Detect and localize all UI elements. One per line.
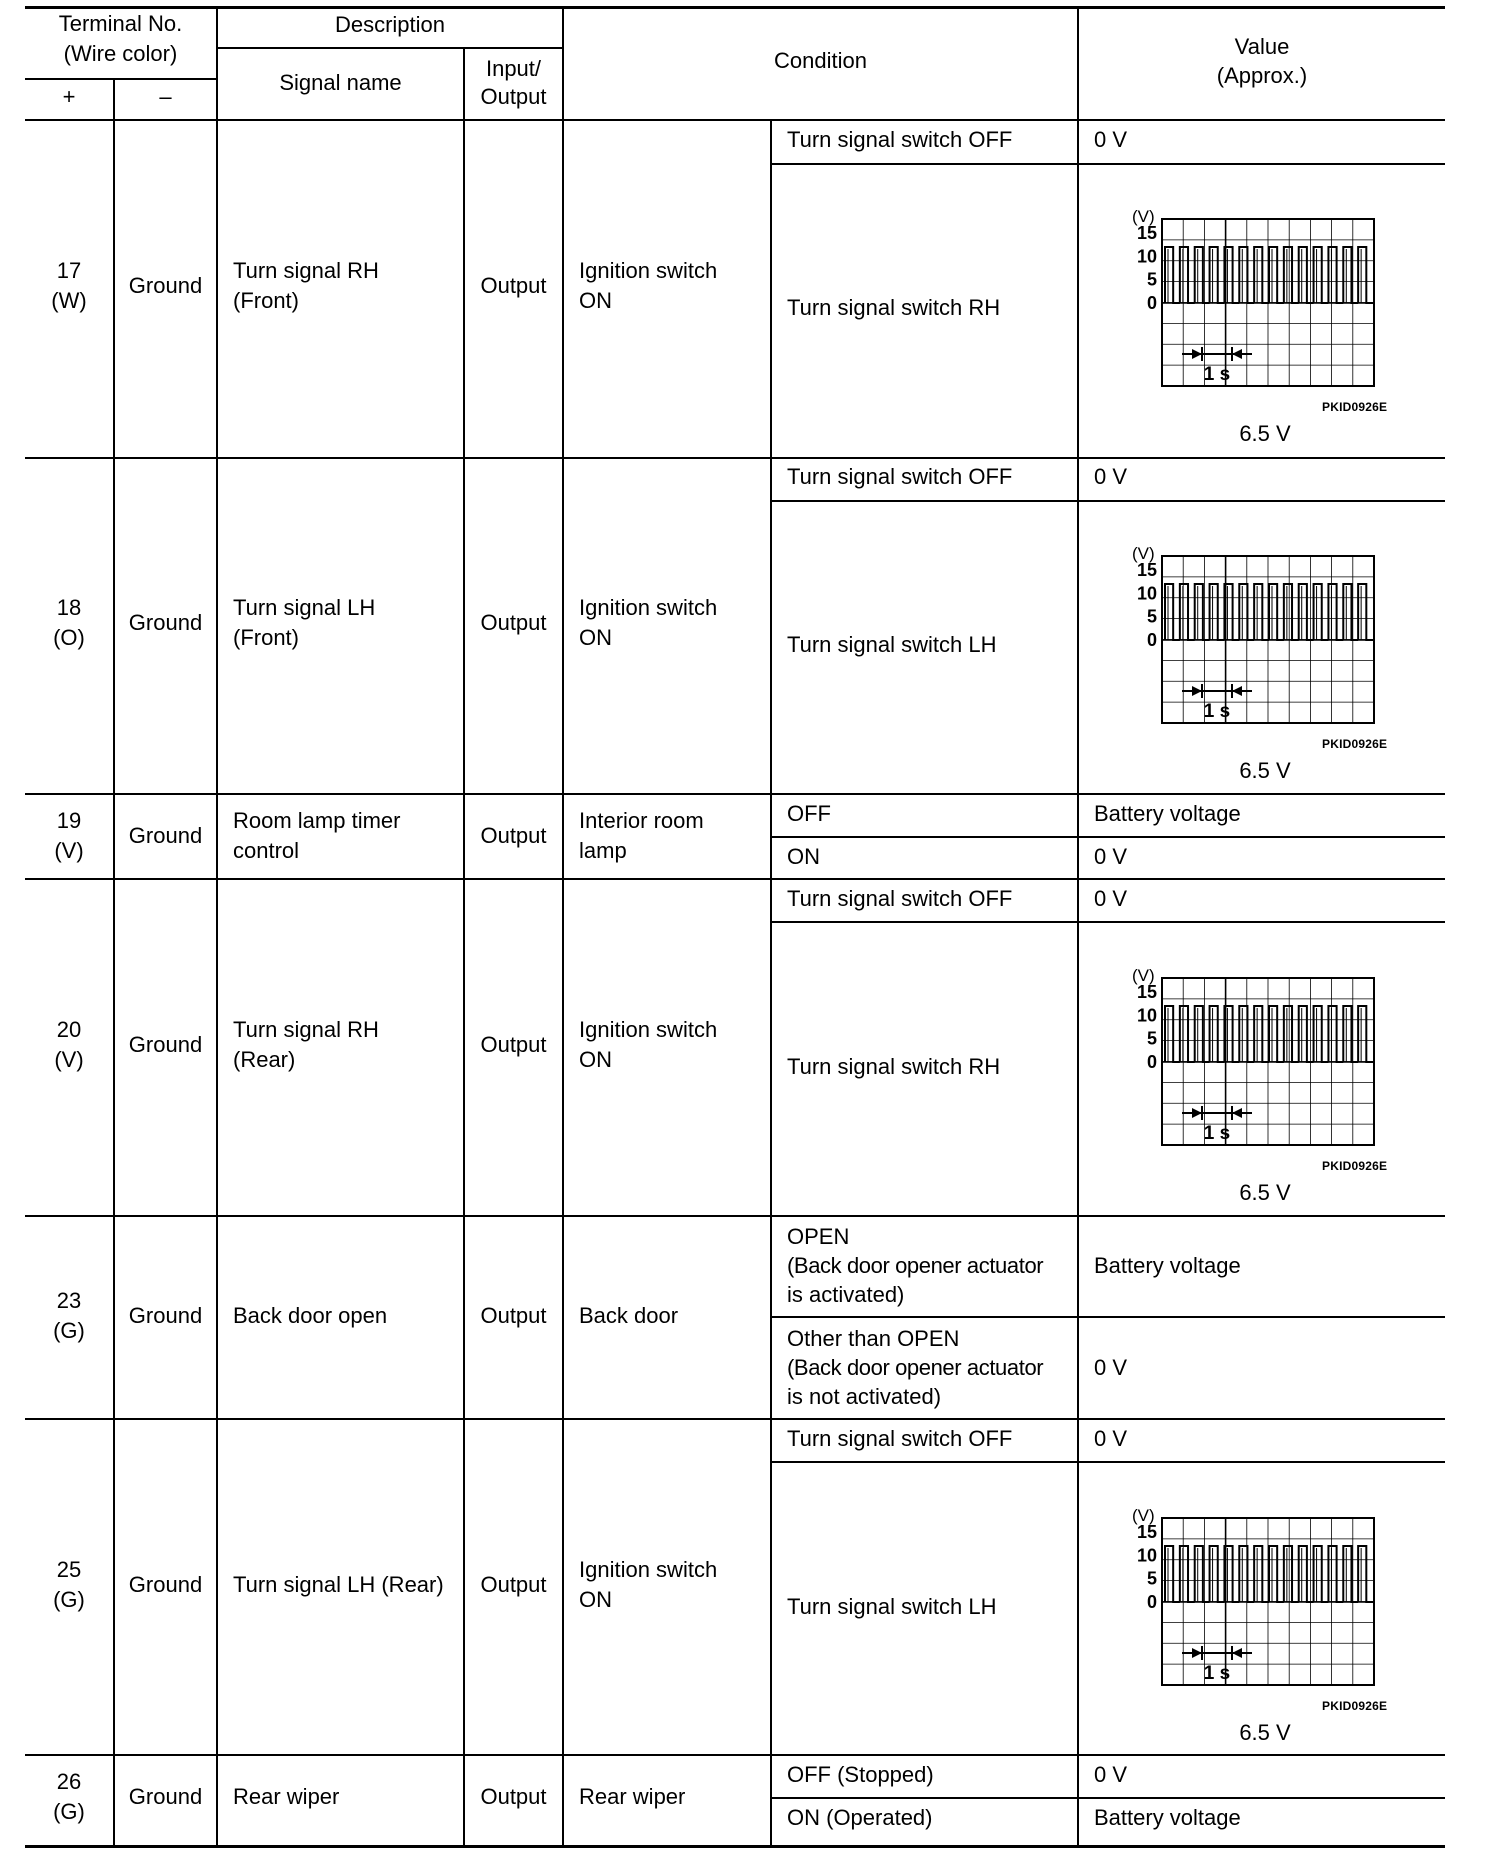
wire-color: (G) [53,1318,85,1343]
arrow-head-left [1232,1648,1242,1658]
figure-id: PKID0926E [1322,737,1388,751]
header-value-line1: Value [1234,34,1290,59]
terminal-number: 25 [56,1557,82,1582]
waveform-figure [1115,1504,1375,1704]
signal-name-line2: (Rear) [233,1047,296,1072]
value: 0 V [1094,127,1128,152]
value: 0 V [1094,464,1128,489]
waveform-figure [1115,542,1375,742]
tick-label: 15 [1136,223,1157,243]
square-wave [1165,584,1373,640]
io-direction: Output [480,273,547,298]
header-wire-color: (Wire color) [63,41,178,66]
table-bottom-border [25,1845,1445,1848]
value: 0 V [1094,886,1128,911]
tick-label: 15 [1136,982,1157,1002]
sub-divider [771,163,1445,165]
row-divider [25,1418,1445,1420]
condition-line2: lamp [579,838,627,863]
signal-name: Rear wiper [233,1784,340,1809]
value: 0 V [1094,1762,1128,1787]
negative-terminal: Ground [128,1784,203,1809]
wire-color: (G) [53,1799,85,1824]
io-direction: Output [480,1784,547,1809]
tick-label: 15 [1136,560,1157,580]
header-bottom-border [25,119,1445,121]
negative-terminal: Ground [128,823,203,848]
row-divider [25,1215,1445,1217]
table-top-border [25,6,1445,9]
condition: Ignition switch [579,1557,718,1582]
sub-condition-line2: (Back door opener actuator [787,1253,1044,1278]
tick-label: 10 [1136,583,1157,604]
condition-line2: ON [579,625,612,650]
io-direction: Output [480,1303,547,1328]
sub-divider [771,921,1445,923]
row-divider [25,878,1445,880]
square-wave [1165,1006,1373,1062]
signal-name: Turn signal RH [233,258,379,283]
sub-condition-line2: (Back door opener actuator [787,1355,1044,1380]
sub-condition: Turn signal switch RH [787,295,1001,320]
signal-name-line2: control [233,838,300,863]
wire-color: (V) [54,1047,84,1072]
sub-divider [771,1797,1445,1799]
vline [1077,7,1079,1846]
arrow-head-right [1192,1108,1202,1118]
tick-label: 5 [1146,1028,1157,1049]
waveform-chart [1115,542,1375,742]
arrow-head-right [1192,349,1202,359]
condition: Ignition switch [579,595,718,620]
unit-label: (V) [1132,544,1155,563]
figure-id: PKID0926E [1322,400,1388,414]
sub-condition: OFF [787,801,831,826]
tick-label: 0 [1146,293,1157,313]
condition: Ignition switch [579,1017,718,1042]
wire-color: (V) [54,838,84,863]
terminal-number: 26 [56,1769,82,1794]
waveform-chart [1115,205,1375,405]
sub-condition: Turn signal switch OFF [787,127,1013,152]
wire-color: (W) [51,288,87,313]
vline [216,7,218,1846]
terminal-number: 20 [56,1017,82,1042]
figure-id: PKID0926E [1322,1699,1388,1713]
hline [217,47,563,49]
arrow-head-left [1232,1108,1242,1118]
tick-label: 0 [1146,1592,1157,1612]
waveform-figure [1115,964,1375,1164]
value: 0 V [1094,1355,1128,1380]
negative-terminal: Ground [128,610,203,635]
unit-label: (V) [1132,966,1155,985]
header-io-line1: Input/ [485,56,542,81]
row-divider [25,793,1445,795]
signal-name: Turn signal LH [233,595,376,620]
condition: Rear wiper [579,1784,686,1809]
value: Battery voltage [1094,801,1241,826]
tick-label: 15 [1136,1522,1157,1542]
condition-line2: ON [579,1047,612,1072]
tick-label: 5 [1146,606,1157,627]
tick-label: 10 [1136,1545,1157,1566]
tick-label: 10 [1136,1005,1157,1026]
condition-line2: ON [579,288,612,313]
sub-divider [771,1461,1445,1463]
terminal-number: 18 [56,595,82,620]
tick-label: 5 [1146,1568,1157,1589]
time-label: 1 s [1203,364,1231,385]
header-terminal-no: Terminal No. [58,11,183,36]
waveform-figure [1115,205,1375,405]
sub-condition: Turn signal switch OFF [787,1426,1013,1451]
signal-name: Turn signal LH (Rear) [233,1572,444,1597]
sub-condition: Turn signal switch LH [787,1594,997,1619]
header-value-line2: (Approx.) [1216,63,1308,88]
condition: Back door [579,1303,679,1328]
time-label: 1 s [1203,1663,1231,1684]
condition: Interior room [579,808,704,833]
signal-name-line2: (Front) [233,625,299,650]
square-wave [1165,1546,1373,1602]
value: 0 V [1094,844,1128,869]
terminal-number: 17 [56,258,82,283]
header-minus: – [159,84,172,109]
sub-condition: Turn signal switch RH [787,1054,1001,1079]
row-divider [25,457,1445,459]
value: 6.5 V [1239,1180,1291,1205]
header-signal-name: Signal name [279,70,402,95]
square-wave [1165,247,1373,303]
value: 6.5 V [1239,1720,1291,1745]
waveform-chart [1115,1504,1375,1704]
io-direction: Output [480,1572,547,1597]
figure-id: PKID0926E [1322,1159,1388,1173]
sub-condition-line3: is activated) [787,1282,905,1307]
signal-name-line2: (Front) [233,288,299,313]
terminal-number: 19 [56,808,82,833]
hline [25,78,217,80]
unit-label: (V) [1132,1506,1155,1525]
condition-line2: ON [579,1587,612,1612]
header-condition: Condition [774,48,867,73]
sub-divider [771,836,1445,838]
header-plus: + [62,84,76,109]
time-label: 1 s [1203,701,1231,722]
sub-condition: ON [787,844,820,869]
sub-condition: ON (Operated) [787,1805,933,1830]
header-io-line2: Output [480,84,547,109]
tick-label: 0 [1146,1052,1157,1072]
sub-condition: OPEN [787,1224,850,1249]
tick-label: 0 [1146,630,1157,650]
negative-terminal: Ground [128,1303,203,1328]
io-direction: Output [480,823,547,848]
condition: Ignition switch [579,258,718,283]
value: 6.5 V [1239,758,1291,783]
sub-condition: OFF (Stopped) [787,1762,934,1787]
sub-condition: Turn signal switch OFF [787,886,1013,911]
unit-label: (V) [1132,207,1155,226]
signal-name: Room lamp timer [233,808,401,833]
arrow-head-right [1192,1648,1202,1658]
io-direction: Output [480,610,547,635]
signal-name: Back door open [233,1303,388,1328]
signal-name: Turn signal RH [233,1017,379,1042]
waveform-chart [1115,964,1375,1164]
value: Battery voltage [1094,1805,1241,1830]
sub-condition: Turn signal switch LH [787,632,997,657]
vline [562,7,564,1846]
sub-condition: Turn signal switch OFF [787,464,1013,489]
value: Battery voltage [1094,1253,1241,1278]
wire-color: (O) [53,625,85,650]
io-direction: Output [480,1032,547,1057]
negative-terminal: Ground [128,1572,203,1597]
sub-condition-line3: is not activated) [787,1384,942,1409]
arrow-head-left [1232,349,1242,359]
sub-condition: Other than OPEN [787,1326,960,1351]
arrow-head-right [1192,686,1202,696]
time-label: 1 s [1203,1123,1231,1144]
vline [770,120,772,1846]
tick-label: 5 [1146,269,1157,290]
header-description: Description [334,12,446,37]
value: 0 V [1094,1426,1128,1451]
negative-terminal: Ground [128,273,203,298]
terminal-number: 23 [56,1288,82,1313]
sub-divider [771,1316,1445,1318]
wire-color: (G) [53,1587,85,1612]
tick-label: 10 [1136,246,1157,267]
arrow-head-left [1232,686,1242,696]
value: 6.5 V [1239,421,1291,446]
sub-divider [771,500,1445,502]
row-divider [25,1754,1445,1756]
negative-terminal: Ground [128,1032,203,1057]
